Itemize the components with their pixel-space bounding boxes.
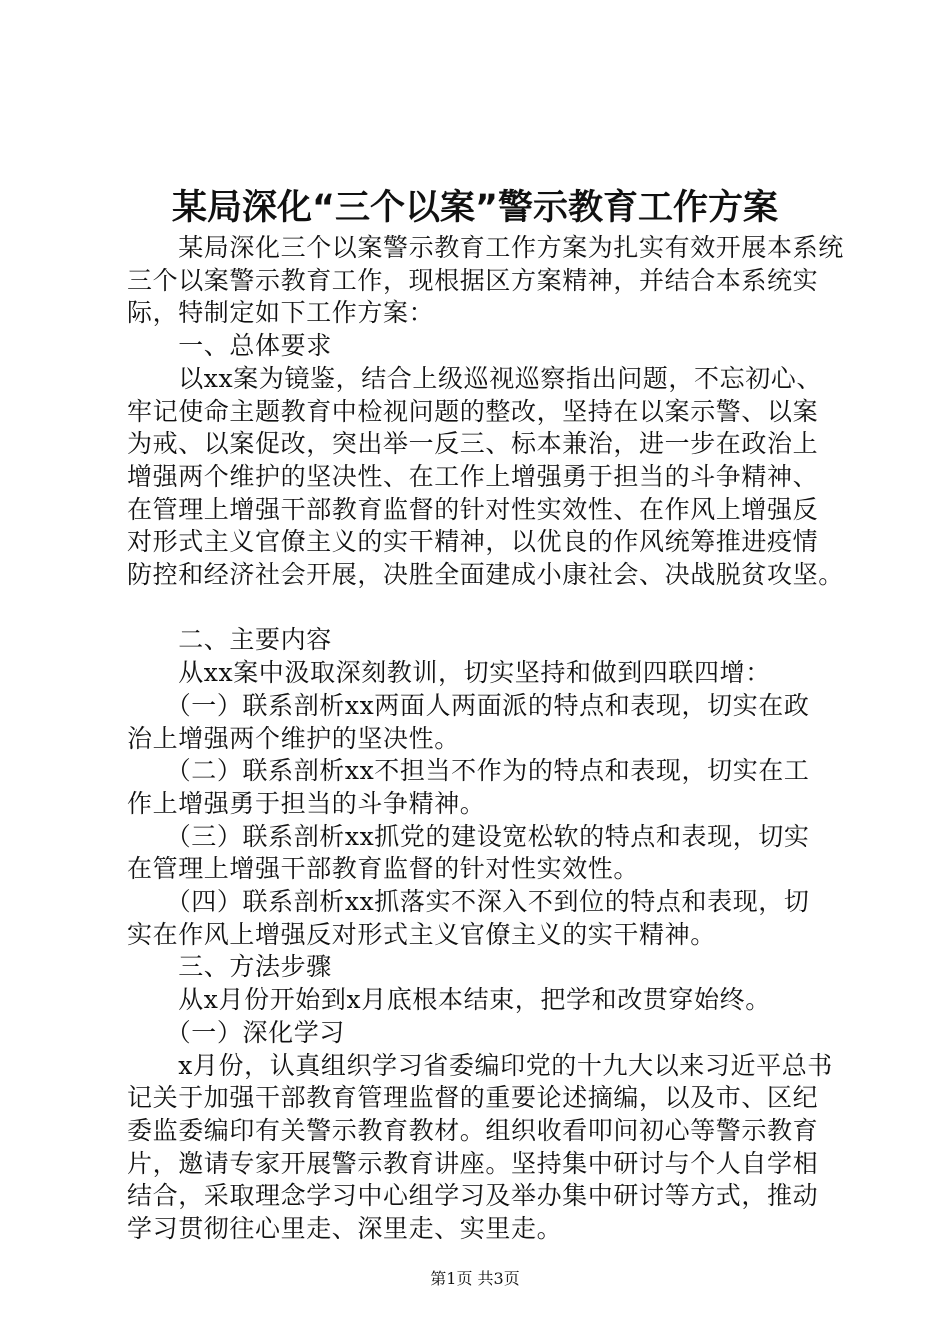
text-line: 作上增强勇于担当的斗争精神。 xyxy=(127,788,486,818)
text-line: 二、主要内容 xyxy=(127,625,332,655)
text-line: 三个以案警示教育工作，现根据区方案精神，并结合本系统实 xyxy=(127,265,819,295)
text-line: 治上增强两个维护的坚决性。 xyxy=(127,723,460,753)
text-line: 在管理上增强干部教育监督的针对性实效性。 xyxy=(127,854,640,884)
text-line: 学习贯彻往心里走、深里走、实里走。 xyxy=(127,1214,563,1244)
text-line: 实在作风上增强反对形式主义官僚主义的实干精神。 xyxy=(127,919,716,949)
text-line: 记关于加强干部教育管理监督的重要论述摘编，以及市、区纪 xyxy=(127,1083,819,1113)
blank-line xyxy=(127,592,847,625)
text-line: 际，特制定如下工作方案： xyxy=(127,298,435,328)
text-line: 从xx案中汲取深刻教训，切实坚持和做到四联四增： xyxy=(127,658,771,688)
page-footer: 第1页 共3页 xyxy=(430,1269,520,1288)
text-line: 为戒、以案促改，突出举一反三、标本兼治，进一步在政治上 xyxy=(127,429,819,459)
text-line: 牢记使命主题教育中检视问题的整改，坚持在以案示警、以案 xyxy=(127,396,819,426)
text-line: 在管理上增强干部教育监督的针对性实效性、在作风上增强反 xyxy=(127,494,819,524)
text-line: 防控和经济社会开展，决胜全面建成小康社会、决战脱贫攻坚。 xyxy=(127,560,844,590)
text-line: （二）联系剖析xx不担当不作为的特点和表现，切实在工 xyxy=(127,756,810,786)
text-line: （三）联系剖析xx抓党的建设宽松软的特点和表现，切实 xyxy=(127,821,810,851)
text-line: （一）联系剖析xx两面人两面派的特点和表现，切实在政 xyxy=(127,690,810,720)
text-line: （一）深化学习 xyxy=(127,1017,345,1047)
text-line: 三、方法步骤 xyxy=(127,952,332,982)
text-line: 委监委编印有关警示教育教材。组织收看叩问初心等警示教育 xyxy=(127,1115,819,1145)
text-line: 对形式主义官僚主义的实干精神，以优良的作风统筹推进疫情 xyxy=(127,527,819,557)
text-line: 某局深化三个以案警示教育工作方案为扎实有效开展本系统 xyxy=(127,233,844,262)
text-line: 以xx案为镜鉴，结合上级巡视巡察指出问题，不忘初心、 xyxy=(127,363,823,393)
text-line: 一、总体要求 xyxy=(127,331,332,361)
text-line: x月份，认真组织学习省委编印党的十九大以来习近平总书 xyxy=(127,1050,833,1080)
text-line: 从x月份开始到x月底根本结束，把学和改贯穿始终。 xyxy=(127,985,771,1015)
text-line: 片，邀请专家开展警示教育讲座。坚持集中研讨与个人自学相 xyxy=(127,1148,819,1178)
text-line: （四）联系剖析xx抓落实不深入不到位的特点和表现，切 xyxy=(127,887,810,917)
document-body xyxy=(127,232,847,1246)
document-title: 某局深化“三个以案”警示教育工作方案 xyxy=(171,188,778,228)
text-line: 增强两个维护的坚决性、在工作上增强勇于担当的斗争精神、 xyxy=(127,461,819,491)
text-line: 结合，采取理念学习中心组学习及举办集中研讨等方式，推动 xyxy=(127,1181,819,1211)
